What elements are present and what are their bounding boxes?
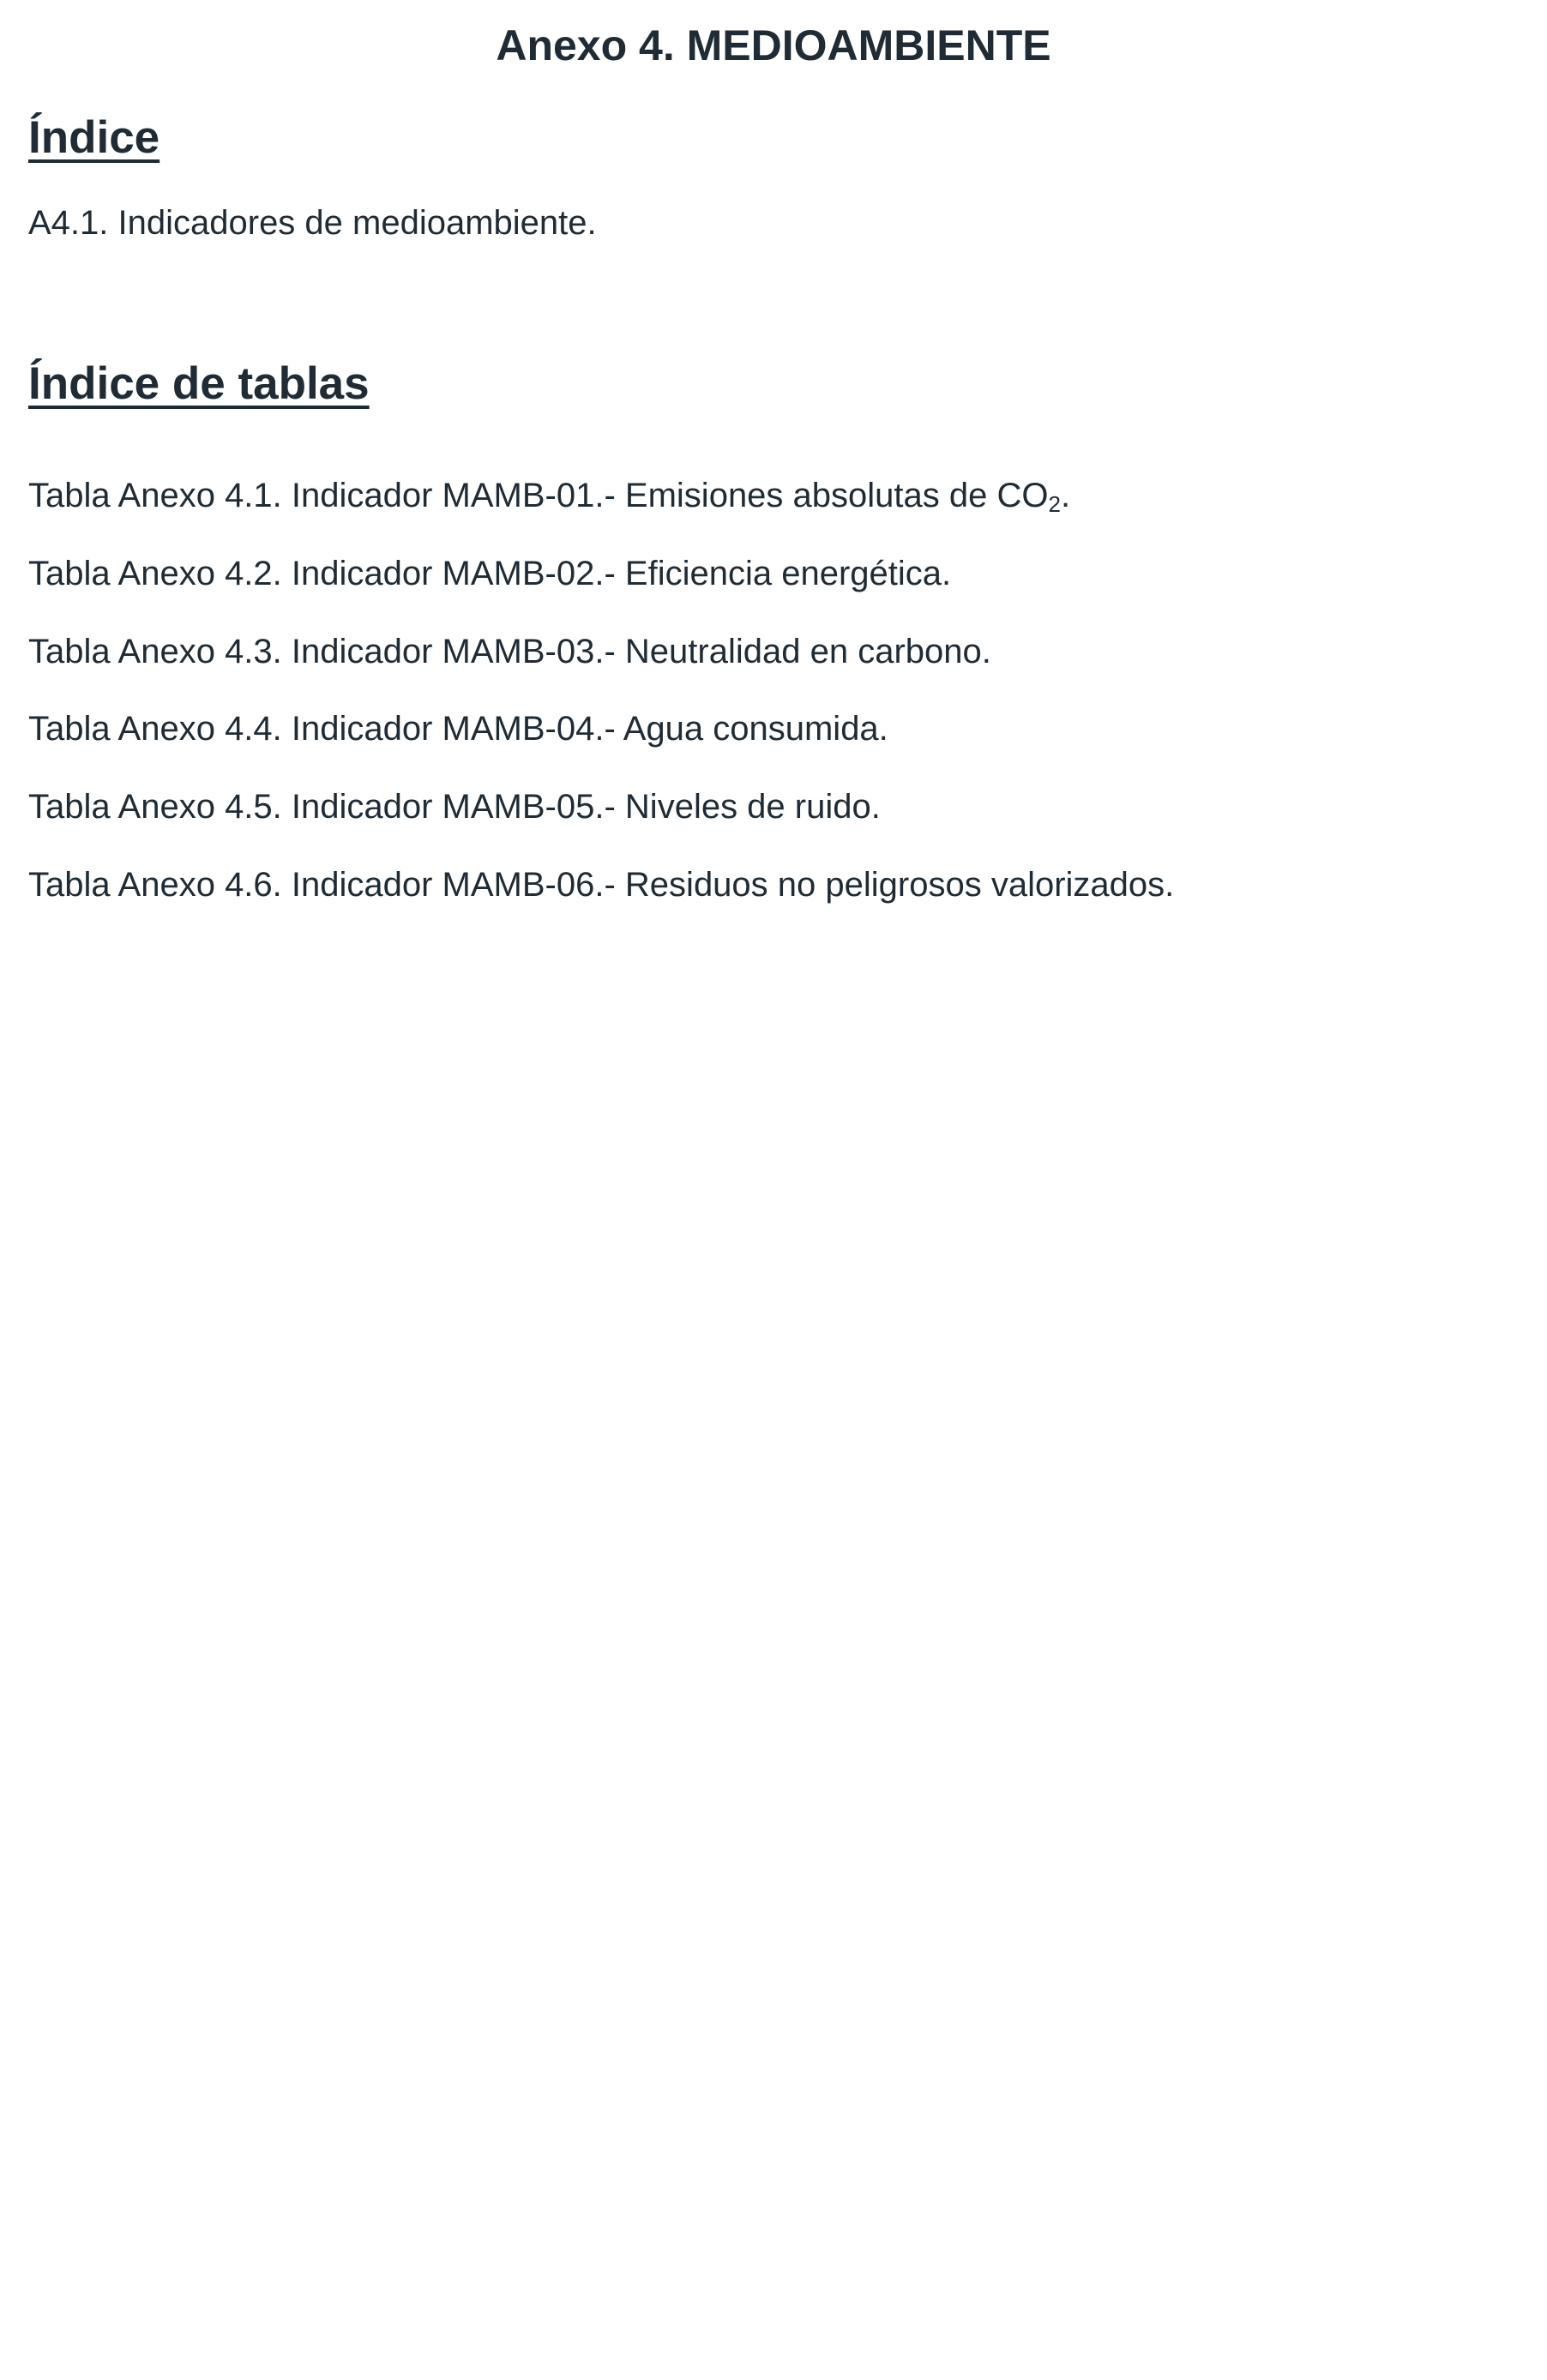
document-title: Anexo 4. MEDIOAMBIENTE (496, 21, 1051, 69)
index-heading: Índice (28, 112, 160, 163)
table-index-entry: Tabla Anexo 4.6. Indicador MAMB-06.- Residuos no peligrosos valorizados. (28, 866, 1175, 904)
co2-subscript: 2 (1048, 491, 1061, 517)
table-index-entry: Tabla Anexo 4.2. Indicador MAMB-02.- Eficiencia energética. (28, 555, 952, 592)
table-index-entry: Tabla Anexo 4.3. Indicador MAMB-03.- Neutralidad en carbono. (28, 633, 991, 670)
table-index-entry-suffix: . (1060, 477, 1071, 514)
table-index-entry-text: Tabla Anexo 4.1. Indicador MAMB-01.- Emisiones absolutas de CO (28, 477, 1049, 514)
tables-index-heading: Índice de tablas (28, 358, 370, 409)
index-entry: A4.1. Indicadores de medioambiente. (28, 204, 597, 242)
table-index-entry: Tabla Anexo 4.4. Indicador MAMB-04.- Agua consumida. (28, 710, 888, 748)
table-index-entry: Tabla Anexo 4.5. Indicador MAMB-05.- Niveles de ruido. (28, 788, 881, 826)
table-index-entry (28, 472, 1070, 528)
